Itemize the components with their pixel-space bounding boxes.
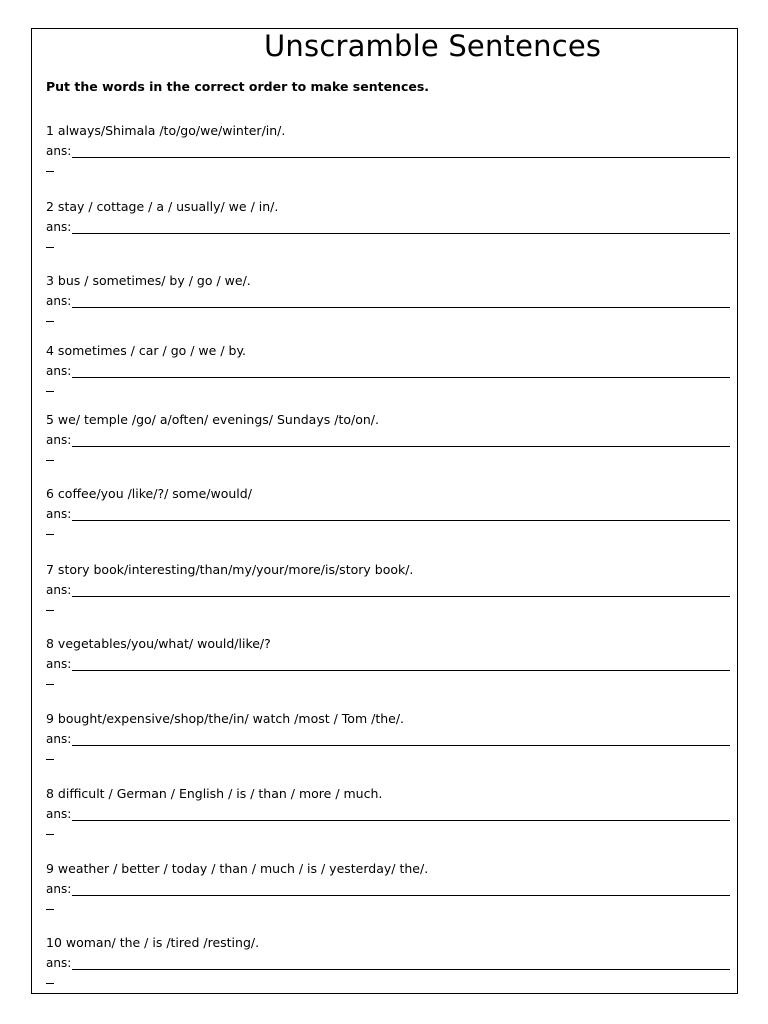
answer-label: ans: [46, 144, 72, 158]
answer-label: ans: [46, 507, 72, 521]
question-prompt: 3 bus / sometimes/ by / go / we/. [46, 273, 251, 288]
answer-row[interactable] [46, 506, 730, 522]
instructions: Put the words in the correct order to make sentences. [46, 79, 430, 94]
question-8 [46, 636, 732, 706]
answer-line[interactable] [72, 157, 730, 158]
question-6 [46, 486, 732, 556]
answer-line[interactable] [72, 969, 730, 970]
question-prompt: 9 weather / better / today / than / much / is / yesterday/ the/. [46, 861, 429, 876]
page-title: Unscramble Sentences [264, 29, 602, 63]
question-12 [46, 935, 732, 1005]
answer-line[interactable] [72, 670, 730, 671]
question-prompt: 7 story book/interesting/than/my/your/more/is/story book/. [46, 562, 414, 577]
answer-row[interactable] [46, 881, 730, 897]
answer-line-tail [46, 759, 54, 760]
answer-line[interactable] [72, 233, 730, 234]
answer-label: ans: [46, 583, 72, 597]
answer-row[interactable] [46, 955, 730, 971]
answer-line[interactable] [72, 745, 730, 746]
question-10 [46, 786, 732, 856]
answer-line[interactable] [72, 895, 730, 896]
question-1 [46, 123, 732, 193]
answer-line-tail [46, 684, 54, 685]
answer-line-tail [46, 610, 54, 611]
answer-row[interactable] [46, 143, 730, 159]
question-prompt: 6 coffee/you /like/?/ some/would/ [46, 486, 252, 501]
answer-label: ans: [46, 882, 72, 896]
answer-line-tail [46, 909, 54, 910]
answer-label: ans: [46, 294, 72, 308]
answer-row[interactable] [46, 731, 730, 747]
answer-line-tail [46, 983, 54, 984]
answer-row[interactable] [46, 656, 730, 672]
answer-line-tail [46, 171, 54, 172]
question-2 [46, 199, 732, 269]
question-7 [46, 562, 732, 632]
answer-label: ans: [46, 364, 72, 378]
answer-label: ans: [46, 220, 72, 234]
answer-label: ans: [46, 433, 72, 447]
answer-line-tail [46, 534, 54, 535]
answer-row[interactable] [46, 806, 730, 822]
question-prompt: 5 we/ temple /go/ a/often/ evenings/ Sundays /to/on/. [46, 412, 379, 427]
answer-label: ans: [46, 956, 72, 970]
answer-line-tail [46, 391, 54, 392]
question-prompt: 2 stay / cottage / a / usually/ we / in/. [46, 199, 279, 214]
answer-row[interactable] [46, 293, 730, 309]
answer-line-tail [46, 460, 54, 461]
question-prompt: 10 woman/ the / is /tired /resting/. [46, 935, 260, 950]
answer-line-tail [46, 247, 54, 248]
answer-row[interactable] [46, 363, 730, 379]
question-3 [46, 273, 732, 343]
question-4 [46, 343, 732, 413]
answer-line[interactable] [72, 377, 730, 378]
question-prompt: 8 difficult / German / English / is / than / more / much. [46, 786, 383, 801]
question-prompt: 4 sometimes / car / go / we / by. [46, 343, 247, 358]
answer-line-tail [46, 321, 54, 322]
question-prompt: 8 vegetables/you/what/ would/like/? [46, 636, 271, 651]
question-prompt: 1 always/Shimala /to/go/we/winter/in/. [46, 123, 286, 138]
question-5 [46, 412, 732, 482]
answer-row[interactable] [46, 582, 730, 598]
answer-line-tail [46, 834, 54, 835]
answer-line[interactable] [72, 596, 730, 597]
answer-label: ans: [46, 732, 72, 746]
question-prompt: 9 bought/expensive/shop/the/in/ watch /most / Tom /the/. [46, 711, 405, 726]
answer-row[interactable] [46, 432, 730, 448]
answer-line[interactable] [72, 307, 730, 308]
answer-label: ans: [46, 807, 72, 821]
answer-row[interactable] [46, 219, 730, 235]
answer-label: ans: [46, 657, 72, 671]
answer-line[interactable] [72, 520, 730, 521]
answer-line[interactable] [72, 820, 730, 821]
question-9 [46, 711, 732, 781]
question-11 [46, 861, 732, 931]
answer-line[interactable] [72, 446, 730, 447]
